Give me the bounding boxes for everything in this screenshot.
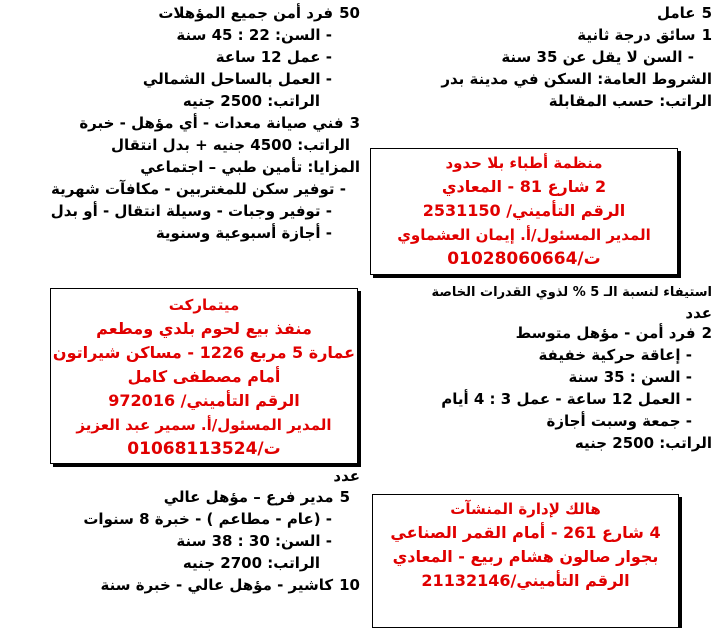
list-item: - إعاقة حركية خفيفة <box>538 346 692 364</box>
box-manager: المدير المسئول/أ. سمير عبد العزيز <box>76 416 332 434</box>
box-landmark: بجوار صالون هشام ربيع - المعادي <box>392 547 659 566</box>
box-title: ميتماركت <box>168 296 240 314</box>
list-item: - عمل 12 ساعة <box>215 48 332 66</box>
list-item: عدد <box>333 467 360 485</box>
list-item: - جمعة وسبت أجازة <box>546 412 692 430</box>
box-address: 2 شارع 81 - المعادي <box>441 177 607 196</box>
box-insurance: الرقم التأميني/ 2531150 <box>422 201 626 220</box>
list-item: 5مدير فرع – مؤهل عالي <box>163 488 350 506</box>
list-item: الراتب: حسب المقابلة <box>548 92 712 110</box>
list-item: 5عامل <box>657 4 712 22</box>
list-item: - توفير وجبات - وسيلة انتقال - أو بدل <box>50 202 332 220</box>
list-item: - العمل 12 ساعة - عمل 3 : 4 أيام <box>441 390 692 408</box>
box-manager: المدير المسئول/أ. إيمان العشماوي <box>397 226 651 244</box>
left-top-list <box>15 2 360 244</box>
list-item: 1سائق درجة ثانية <box>577 26 712 44</box>
list-item: - السن: 30 : 38 سنة <box>176 532 332 550</box>
left-bottom-list <box>15 466 360 596</box>
box-title: منظمة أطباء بلا حدود <box>445 154 603 172</box>
list-item: - (عام - مطاعم ) - خبرة 8 سنوات <box>83 510 332 528</box>
box-phone: ت/01028060664 <box>447 249 601 269</box>
list-item: عدد <box>685 304 712 322</box>
box-address: 4 شارع 261 - أمام القمر الصناعي <box>390 523 661 542</box>
list-item: - السن : 35 سنة <box>568 368 692 386</box>
box-phone: ت/01068113524 <box>127 439 281 459</box>
list-item: الراتب: 2700 جنيه <box>182 554 320 572</box>
box-insurance: الرقم التأميني/ 972016 <box>108 391 300 410</box>
list-item: - السن: 22 : 45 سنة <box>176 26 332 44</box>
box-title: هالك لإدارة المنشآت <box>450 500 601 518</box>
employer-box-halek <box>372 494 679 628</box>
list-item: 10كاشير - مؤهل عالي - خبرة سنة <box>100 576 360 594</box>
right-middle-list <box>367 282 712 454</box>
list-item: - أجازة أسبوعية وسنوية <box>155 224 332 242</box>
right-top-list <box>367 2 712 112</box>
employer-box-meatmarket <box>50 288 358 464</box>
box-description: منفذ بيع لحوم بلدي ومطعم <box>96 319 312 338</box>
list-item: المزايا: تأمين طبي – اجتماعي <box>140 158 360 176</box>
box-address: عمارة 5 مربع 1226 - مساكن شيراتون <box>52 343 356 362</box>
list-item: الراتب: 2500 جنيه <box>182 92 320 110</box>
list-item: 50فرد أمن جميع المؤهلات <box>158 4 360 22</box>
list-item: 3فني صيانة معدات - أي مؤهل - خبرة <box>79 114 360 132</box>
box-insurance: الرقم التأميني/21132146 <box>421 571 630 590</box>
list-item: - العمل بالساحل الشمالي <box>142 70 332 88</box>
right-column <box>367 0 712 112</box>
list-item: الشروط العامة: السكن في مدينة بدر <box>441 70 712 88</box>
employer-box-doctors <box>370 148 678 275</box>
list-item: 2فرد أمن - مؤهل متوسط <box>515 324 712 342</box>
list-item: - السن لا يقل عن 35 سنة <box>501 48 694 66</box>
list-item: الراتب: 4500 جنيه + بدل انتقال <box>111 136 350 154</box>
left-column <box>15 0 360 244</box>
list-item: استيفاء لنسبة الـ 5 % لذوي القدرات الخاصة <box>431 285 712 300</box>
box-landmark: أمام مصطفى كامل <box>127 367 281 386</box>
list-item: - توفير سكن للمغتربين - مكافآت شهرية <box>51 180 346 198</box>
list-item: الراتب: 2500 جنيه <box>574 434 712 452</box>
